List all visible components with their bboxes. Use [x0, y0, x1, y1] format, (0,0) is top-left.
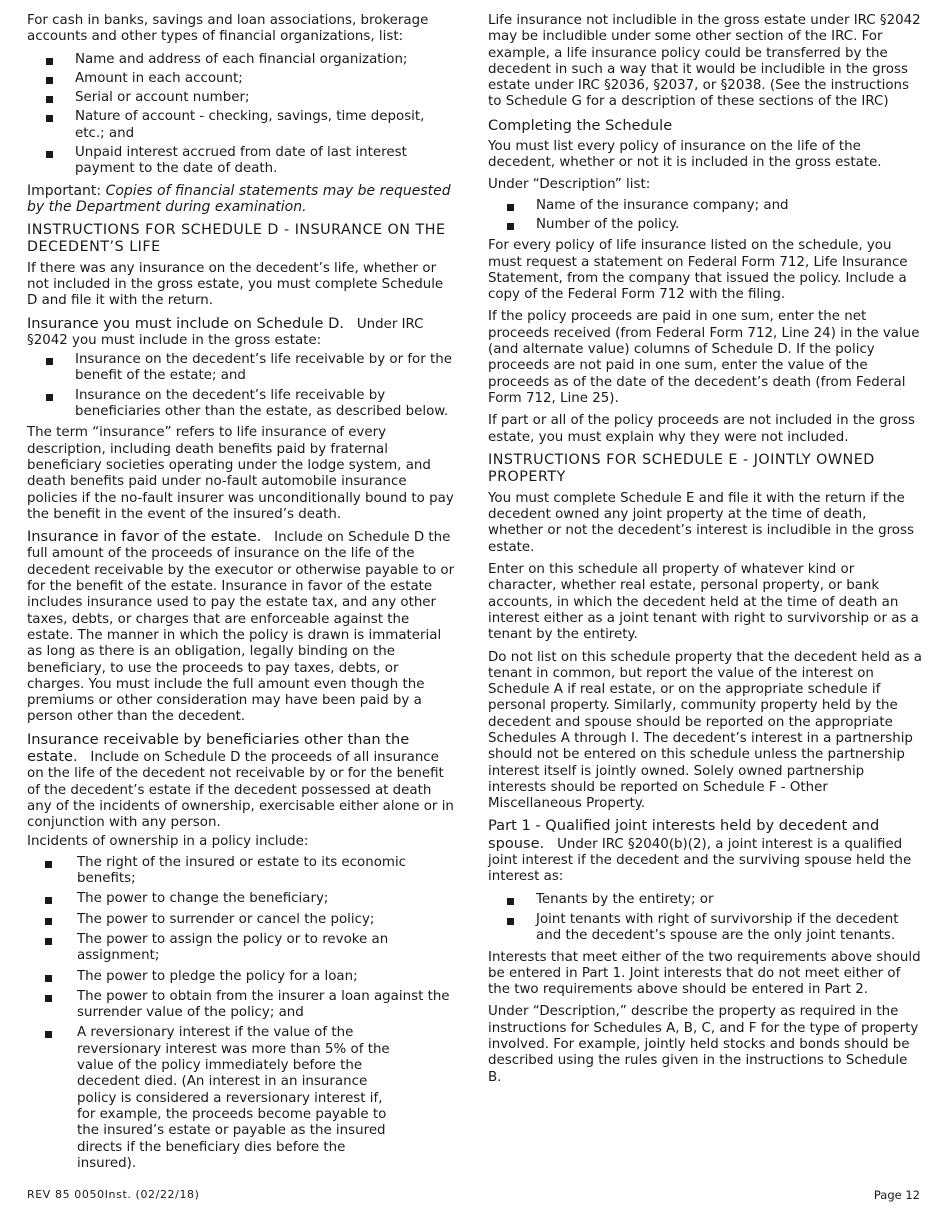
- left-column: [27, 13, 455, 1177]
- list-item: The power to obtain from the insurer a loan against the surrender value of the policy; and: [27, 989, 455, 1022]
- completing-schedule-heading: Completing the Schedule: [488, 116, 673, 134]
- schedule-e-heading: INSTRUCTIONS FOR SCHEDULE E - JOINTLY OWNED PROPERTY: [488, 451, 875, 485]
- list-item: Serial or account number;: [27, 90, 455, 106]
- must-include-heading: Insurance you must include on Schedule D.: [27, 314, 345, 332]
- incidents-intro: Incidents of ownership in a policy include:: [27, 834, 309, 850]
- description-list: [488, 198, 924, 234]
- must-include-list: [27, 352, 455, 420]
- list-item: The power to pledge the policy for a loan;: [27, 969, 455, 985]
- form-712-paragraph: For every policy of life insurance listed on the schedule, you must request a statement on Federal Form 712, Life Insurance Statement, from the company that issued the policy. Include a copy of the Federal Form 712 with the filing.: [488, 238, 908, 303]
- list-item: Name and address of each financial organization;: [27, 52, 455, 68]
- proceeds-paragraph: If the policy proceeds are paid in one sum, enter the net proceeds received (from Federal Form 712, Line 24) in the value (and alternate value) columns of Schedule D. If the policy proceeds are not paid in one sum, enter the value of the proceeds as of the date of the decedent’s death (from Federal Form 712, Line 25).: [488, 309, 920, 406]
- part-1-list: [488, 892, 924, 945]
- favor-of-estate-paragraph: [27, 529, 455, 726]
- important-label: Important:: [27, 182, 102, 199]
- favor-of-estate-text: Include on Schedule D the full amount of the proceeds of insurance on the life of the decedent receivable by the executor or otherwise payable to or for the benefit of the estate. Insurance in favor of the estate includes insurance used to pay the estate tax, and any other taxes, debts, or charges that are enforceable against the estate. The manner in which the policy is drawn is immaterial as long as there is an obligation, legally binding on the beneficiary, to use the proceeds to pay taxes, debts, or charges. You must include the full amount even though the premiums or other consideration may have been paid by a person other than the decedent.: [27, 530, 455, 725]
- schedule-d-heading: INSTRUCTIONS FOR SCHEDULE D - INSURANCE ON THE DECEDENT’S LIFE: [27, 221, 446, 255]
- receivable-text: Include on Schedule D the proceeds of all insurance on the life of the decedent not receivable by or for the benefit of the decedent’s estate if the decedent possessed at death any of the incidents of ownership, exercisable either alone or in conjunction with any person.: [27, 749, 454, 831]
- cash-list: [27, 52, 455, 178]
- explain-paragraph: If part or all of the policy proceeds are not included in the gross estate, you must explain why they were not included.: [488, 413, 915, 445]
- schedule-e-paragraph-1: You must complete Schedule E and file it with the return if the decedent owned any joint property at the time of death, whether or not the decedent’s interest is includible in the gross estate.: [488, 490, 914, 555]
- part-1-text: Under IRC §2040(b)(2), a joint interest is a qualified joint interest if the decedent and the surviving spouse held the interest as:: [488, 836, 912, 885]
- life-insurance-paragraph: Life insurance not includible in the gross estate under IRC §2042 may be includible under some other section of the IRC. For example, a life insurance policy could be transferred by the decedent in such a way that it would be includible in the gross estate under IRC §2036, §2037, or §2038. (See the instructions to Schedule G for a description of these sections of the IRC): [488, 13, 921, 110]
- description-intro: Under “Description” list:: [488, 177, 651, 193]
- list-item: Insurance on the decedent’s life receivable by or for the benefit of the estate; and: [27, 352, 455, 385]
- interests-paragraph: Interests that meet either of the two requirements above should be entered in Part 1. Joint interests that do not meet either of the two requirements above should be entered in Part 2.: [488, 949, 921, 998]
- part-1-paragraph: [488, 818, 924, 885]
- list-item: A reversionary interest if the value of the reversionary interest was more than 5% of the value of the policy immediately before the decedent died. (An interest in an insurance policy is considered a reversionary interest if, for example, the proceeds become payable to the insured’s estate or payable as the insured directs if the beneficiary dies before the insured).: [27, 1025, 455, 1172]
- insurance-term-paragraph: The term “insurance” refers to life insurance of every description, including death benefits paid by fraternal beneficiary societies operating under the lodge system, and death benefits paid under no-fault automobile insurance policies if the no-fault insurer was unconditionally bound to pay the benefit in the event of the insured’s death.: [27, 425, 454, 522]
- list-item: The right of the insured or estate to its economic benefits;: [27, 855, 455, 888]
- schedule-e-paragraph-2: Enter on this schedule all property of whatever kind or character, whether real estate, personal property, or bank accounts, in which the decedent held at the time of death an interest either as a joint tenant with right to survivorship or as a tenant by the entirety.: [488, 562, 919, 643]
- must-include-paragraph: [27, 316, 455, 350]
- list-item: Name of the insurance company; and: [488, 198, 924, 214]
- schedule-d-intro: If there was any insurance on the decedent’s life, whether or not included in the gross estate, you must complete Schedule D and file it with the return.: [27, 260, 444, 309]
- list-item: The power to change the beneficiary;: [27, 891, 455, 907]
- list-item: Unpaid interest accrued from date of last interest payment to the date of death.: [27, 145, 455, 178]
- list-item: The power to assign the policy or to revoke an assignment;: [27, 932, 455, 965]
- part-1-heading: Part 1 - Qualified joint interests held by decedent and spouse.: [488, 817, 880, 852]
- right-column: [488, 13, 924, 1092]
- important-note: [27, 183, 455, 216]
- receivable-heading: Insurance receivable by beneficiaries other than the estate.: [27, 730, 410, 765]
- under-description-paragraph: Under “Description,” describe the property as required in the instructions for Schedules A, B, C, and F for the type of property involved. For example, jointly held stocks and bonds should be described using the rules given in the instructions to Schedule B.: [488, 1004, 919, 1085]
- cash-intro: For cash in banks, savings and loan associations, brokerage accounts and other types of financial organizations, list:: [27, 13, 429, 45]
- list-item: Nature of account - checking, savings, time deposit, etc.; and: [27, 109, 455, 142]
- page-number: Page 12: [873, 1188, 920, 1202]
- favor-of-estate-heading: Insurance in favor of the estate.: [27, 528, 262, 546]
- incidents-list: [27, 855, 455, 1172]
- form-id: REV 85 0050Inst. (02/22/18): [27, 1188, 200, 1201]
- receivable-paragraph: [27, 732, 455, 832]
- list-item: Insurance on the decedent’s life receivable by beneficiaries other than the estate, as described below.: [27, 388, 455, 421]
- list-item: Tenants by the entirety; or: [488, 892, 924, 908]
- list-item: The power to surrender or cancel the policy;: [27, 912, 455, 928]
- completing-schedule-text: You must list every policy of insurance on the life of the decedent, whether or not it is included in the gross estate.: [488, 138, 882, 171]
- important-text: Copies of financial statements may be requested by the Department during examination.: [27, 182, 451, 216]
- list-item: Number of the policy.: [488, 217, 924, 233]
- must-include-text: Under IRC §2042 you must include in the gross estate:: [27, 316, 424, 348]
- schedule-e-paragraph-3: Do not list on this schedule property that the decedent held as a tenant in common, but report the value of the interest on Schedule A if real estate, or on the appropriate schedule if personal property. Similarly, community property held by the decedent and spouse should be reported on the appropriate Schedules A through I. The decedent’s interest in a partnership should not be entered on this schedule unless the partnership interest itself is jointly owned. Solely owned partnership interests should be reported on Schedule F - Other Miscellaneous Property.: [488, 649, 922, 812]
- list-item: Amount in each account;: [27, 71, 455, 87]
- list-item: Joint tenants with right of survivorship if the decedent and the decedent’s spouse are the only joint tenants.: [488, 912, 924, 945]
